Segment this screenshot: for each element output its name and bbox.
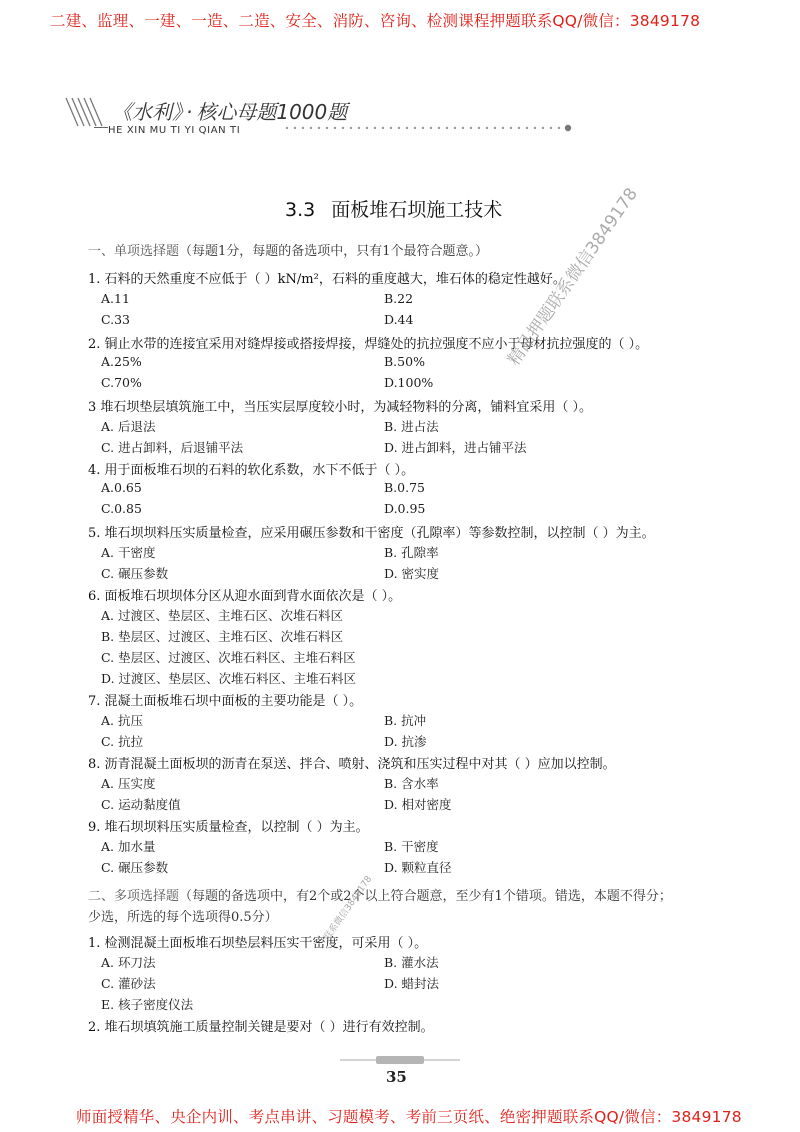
top-promo-banner: 二建、监理、一建、一造、二造、安全、消防、咨询、检测课程押题联系QQ/微信：3849178: [50, 12, 701, 30]
question-9-option-b: B. 干密度: [384, 839, 439, 854]
multi-question-1-option-a: A. 环刀法: [101, 955, 156, 970]
multi-question-2-stem: 2. 堆石坝填筑施工质量控制关键是要对（ ）进行有效控制。: [88, 1020, 434, 1035]
small-diagonal-watermark: 联系微信3849178: [322, 874, 375, 943]
question-1-option-c: C.33: [101, 312, 130, 327]
multi-question-1-option-d: D. 蜡封法: [384, 976, 440, 991]
section-name: 面板堆石坝施工技术: [331, 199, 503, 221]
part2-heading: [88, 885, 672, 904]
question-7-option-c: C. 抗拉: [101, 734, 144, 749]
question-1-option-a: A.11: [101, 291, 130, 306]
part2-desc-line2: 少选，所选的每个选项得0.5分）: [88, 910, 278, 925]
header-rule: [94, 127, 108, 128]
section-number: 3.3: [285, 199, 316, 221]
question-5-stem: 5. 堆石坝坝料压实质量检查，应采用碾压参数和干密度（孔隙率）等参数控制，以控制（ ）为主。: [88, 526, 655, 541]
question-5-option-c: C. 碾压参数: [101, 566, 169, 581]
page-number-ornament: [340, 1054, 460, 1066]
question-7-option-a: A. 抗压: [101, 713, 143, 728]
multi-question-1-option-e: E. 核子密度仪法: [101, 997, 194, 1012]
question-6-stem: 6. 面板堆石坝坝体分区从迎水面到背水面依次是（ ）。: [88, 589, 402, 604]
question-2-option-d: D.100%: [384, 375, 434, 390]
question-3-option-a: A. 后退法: [101, 419, 156, 434]
question-4-option-c: C.0.85: [101, 501, 142, 516]
question-2-option-a: A.25%: [101, 354, 142, 369]
part1-desc: （每题1分，每题的备选项中，只有1个最符合题意。）: [179, 244, 489, 259]
book-title-pinyin: HE XIN MU TI YI QIAN TI: [108, 125, 241, 136]
question-8-stem: 8. 沥青混凝土面板坝的沥青在泵送、拌合、喷射、浇筑和压实过程中对其（ ）应加以控制。: [88, 757, 616, 772]
bottom-promo-banner: 师面授精华、央企内训、考点串讲、习题模考、考前三页纸、绝密押题联系QQ/微信：3849178: [76, 1108, 742, 1126]
question-7-stem: 7. 混凝土面板堆石坝中面板的主要功能是（ ）。: [88, 694, 363, 709]
book-title-dot: ·: [186, 100, 193, 124]
diagonal-watermark: 精品押题联系微信3849178: [504, 184, 642, 370]
question-1-option-b: B.22: [384, 291, 414, 306]
multi-question-1-option-b: B. 灌水法: [384, 955, 439, 970]
part1-heading: [88, 240, 488, 259]
book-title-main: 《水利》: [112, 100, 182, 124]
question-8-option-a: A. 压实度: [101, 776, 156, 791]
page-number: 35: [386, 1068, 407, 1086]
question-9-option-c: C. 碾压参数: [101, 860, 169, 875]
question-7-option-d: D. 抗渗: [384, 734, 427, 749]
question-2-option-c: C.70%: [101, 375, 142, 390]
question-5-option-b: B. 孔隙率: [384, 545, 439, 560]
question-3-option-d: D. 进占卸料，进占铺平法: [384, 440, 527, 455]
question-6-option-b: B. 垫层区、过渡区、主堆石区、次堆石料区: [101, 629, 344, 644]
question-8-option-d: D. 相对密度: [384, 797, 452, 812]
section-title: [285, 195, 502, 222]
question-7-option-b: B. 抗冲: [384, 713, 427, 728]
question-9-option-d: D. 颗粒直径: [384, 860, 452, 875]
question-8-option-b: B. 含水率: [384, 776, 439, 791]
question-3-option-b: B. 进占法: [384, 419, 439, 434]
question-6-option-a: A. 过渡区、垫层区、主堆石区、次堆石料区: [101, 608, 343, 623]
question-5-option-a: A. 干密度: [101, 545, 156, 560]
question-4-option-a: A.0.65: [101, 480, 142, 495]
multi-question-1-option-c: C. 灌砂法: [101, 976, 156, 991]
question-6-option-c: C. 垫层区、过渡区、次堆石料区、主堆石料区: [101, 650, 356, 665]
question-2-stem: 2. 铜止水带的连接宜采用对缝焊接或搭接焊接，焊缝处的抗拉强度不应小于母材抗拉强度的（ ）。: [88, 337, 649, 352]
question-9-option-a: A. 加水量: [101, 839, 156, 854]
question-2-option-b: B.50%: [384, 354, 425, 369]
question-8-option-c: C. 运动黏度值: [101, 797, 181, 812]
part1-label: 一、单项选择题: [88, 244, 180, 259]
book-title-sub: 核心母题1000题: [196, 100, 348, 124]
question-9-stem: 9. 堆石坝坝料压实质量检查，以控制（ ）为主。: [88, 820, 369, 835]
part2-desc: （每题的备选项中，有2个或2个以上符合题意，至少有1个错项。错选，本题不得分；: [179, 889, 672, 904]
question-3-option-c: C. 进占卸料，后退铺平法: [101, 440, 244, 455]
question-4-option-d: D.0.95: [384, 501, 426, 516]
multi-question-1-stem: 1. 检测混凝土面板堆石坝垫层料压实干密度，可采用（ ）。: [88, 936, 428, 951]
question-4-stem: 4. 用于面板堆石坝的石料的软化系数，水下不低于（ ）。: [88, 463, 415, 478]
question-4-option-b: B.0.75: [384, 480, 425, 495]
question-1-option-d: D.44: [384, 312, 414, 327]
question-3-stem: 3 堆石坝垫层填筑施工中，当压实层厚度较小时，为减轻物料的分离，铺料宜采用（ ）。: [88, 400, 593, 415]
question-6-option-d: D. 过渡区、垫层区、次堆石料区、主堆石料区: [101, 671, 357, 686]
question-1-stem: 1. 石料的天然重度不应低于（ ）kN/m²，石料的重度越大，堆石体的稳定性越好。: [88, 272, 566, 287]
question-5-option-d: D. 密实度: [384, 566, 440, 581]
header-dots-decoration: [282, 123, 572, 133]
book-title: [112, 96, 347, 125]
part2-label: 二、多项选择题: [88, 889, 180, 904]
